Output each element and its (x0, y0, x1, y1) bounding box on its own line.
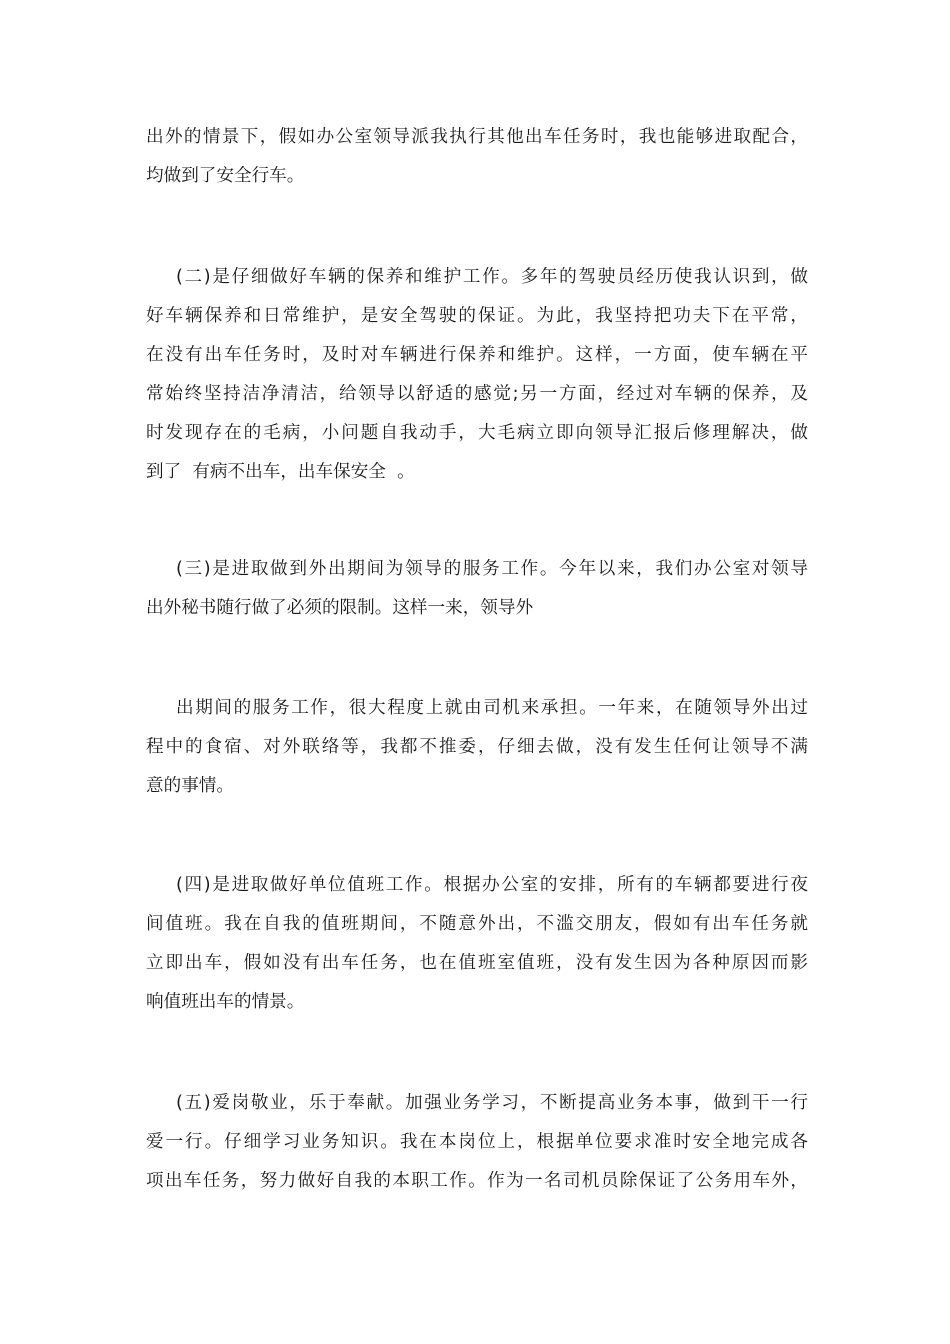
paragraph-continuation (146, 118, 808, 196)
text-line: (五)爱岗敬业，乐于奉献。加强业务学习，不断提高业务本事，做到干一行 (176, 1093, 808, 1113)
text-line: 爱一行。仔细学习业务知识。我在本岗位上，根据单位要求准时安全地完成各 (146, 1132, 808, 1152)
text-line: 意的事情。 (146, 776, 234, 796)
text-line: (四)是进取做好单位值班工作。根据办公室的安排，所有的车辆都要进行夜 (176, 875, 808, 895)
paragraph-2 (146, 258, 808, 492)
paragraph-5 (146, 1084, 808, 1201)
paragraph-3 (146, 550, 808, 628)
text-line: (三)是进取做到外出期间为领导的服务工作。今年以来，我们办公室对领导 (176, 559, 808, 579)
text-line: 均做到了安全行车。 (146, 166, 305, 186)
text-line: 出期间的服务工作，很大程度上就由司机来承担。一年来，在随领导外出过 (176, 698, 808, 718)
text-line: 好车辆保养和日常维护，是安全驾驶的保证。为此，我坚持把功夫下在平常， (146, 306, 808, 326)
text-line: 在没有出车任务时，及时对车辆进行保养和维护。这样，一方面，使车辆在平 (146, 345, 808, 365)
paragraph-3-continued (146, 689, 808, 806)
text-line: 响值班出车的情景。 (146, 992, 305, 1012)
text-line: 时发现存在的毛病，小问题自我动手，大毛病立即向领导汇报后修理解决，做 (146, 423, 808, 443)
text-line: 间值班。我在自我的值班期间，不随意外出，不滥交朋友，假如有出车任务就 (146, 914, 808, 934)
paragraph-4 (146, 866, 808, 1022)
text-line: 程中的食宿、对外联络等，我都不推委，仔细去做，没有发生任何让领导不满 (146, 737, 808, 757)
text-line: 项出车任务，努力做好自我的本职工作。作为一名司机员除保证了公务用车外， (146, 1171, 808, 1191)
text-line: 常始终坚持洁净清洁，给领导以舒适的感觉;另一方面，经过对车辆的保养，及 (146, 384, 808, 404)
text-line: 立即出车，假如没有出车任务，也在值班室值班，没有发生因为各种原因而影 (146, 953, 808, 973)
text-line: 出外秘书随行做了必须的限制。这样一来，领导外 (146, 598, 534, 618)
text-line: 到了 有病不出车，出车保安全 。 (146, 462, 415, 482)
text-line: 出外的情景下，假如办公室领导派我执行其他出车任务时，我也能够进取配合， (146, 127, 808, 147)
text-line: (二)是仔细做好车辆的保养和维护工作。多年的驾驶员经历使我认识到，做 (176, 267, 808, 287)
